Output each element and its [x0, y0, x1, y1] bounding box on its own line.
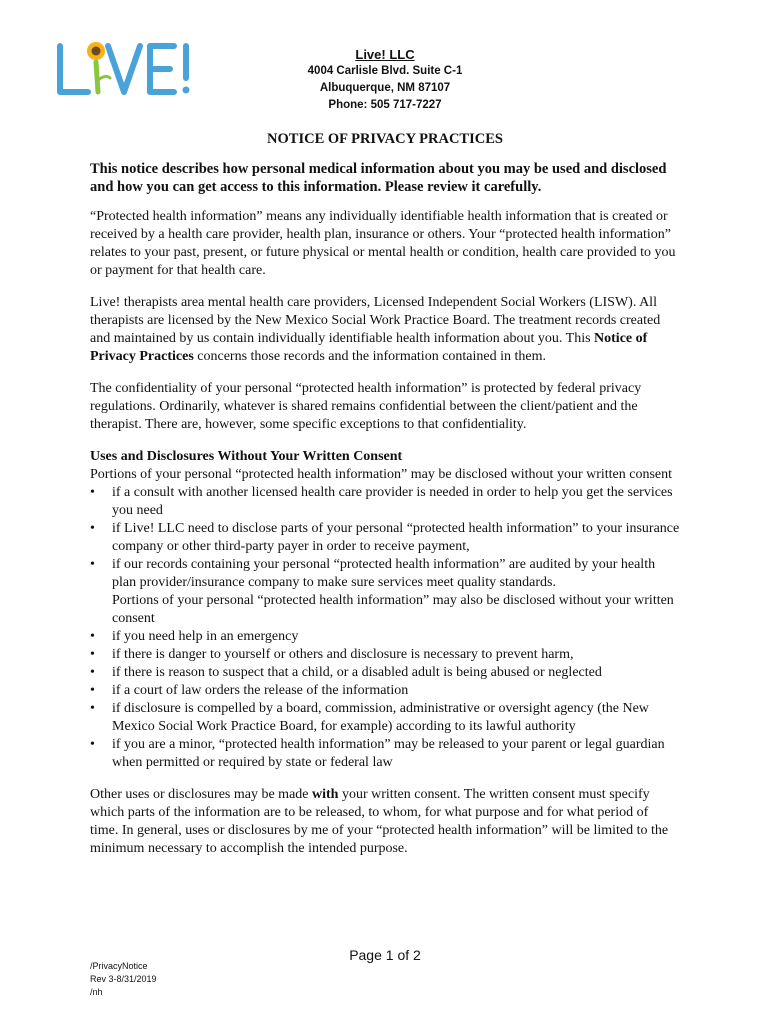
- phi-definition-paragraph: “Protected health information” means any individually identifiable health information that is created or received by a health care provider, health plan, insurance or others. Your “protected health information” relates to your past, present, or future physical or mental health or condition, health care provided to you or payment for that health care.: [90, 209, 676, 278]
- list-item: • if you are a minor, “protected health information” may be released to your parent or legal guardian when permitted or required by state or federal law: [90, 736, 680, 772]
- notice-emphasis: Notice of Privacy Practices: [90, 331, 648, 364]
- with-emphasis: with: [312, 787, 339, 802]
- footer-line-3: /nh: [90, 987, 103, 997]
- live-logo: [56, 38, 196, 98]
- footer-line-1: /PrivacyNotice: [90, 961, 148, 971]
- address-line-1: 4004 Carlisle Blvd. Suite C-1: [307, 65, 463, 77]
- list-item: • if a court of law orders the release of the information: [90, 682, 680, 700]
- notice-summary: This notice describes how personal medical information about you may be used and disclosed and how you can get access to this information. Please review it carefully.: [90, 161, 667, 195]
- document-footer: [90, 960, 157, 999]
- therapists-paragraph: Live! therapists area mental health care providers, Licensed Independent Social Workers (LISW). All therapists are licensed by the New Mexico Social Work Practice Board. The treatment records created and maintained by us contain individually identifiable health information about you. This Notice of Privacy Practices concerns those records and the information contained in them.: [90, 295, 661, 364]
- list-item: • if our records containing your personal “protected health information” are audited by your health plan provider/insurance company to make sure services meet quality standards.: [90, 556, 680, 592]
- letterhead: [270, 46, 500, 114]
- list-item: • if a consult with another licensed health care provider is needed in order to help you get the services you need: [90, 484, 680, 520]
- phone-number: Phone: 505 717-7227: [328, 99, 442, 111]
- bullet-list-a: [90, 484, 680, 592]
- section-heading: Uses and Disclosures Without Your Written Consent: [90, 449, 403, 464]
- list-item: • if there is danger to yourself or others and disclosure is necessary to prevent harm,: [90, 646, 680, 664]
- section-intro: Portions of your personal “protected health information” may be disclosed without your written consent: [90, 467, 673, 482]
- list-item: • if disclosure is compelled by a board, commission, administrative or oversight agency (the New Mexico Social Work Practice Board, for example) according to its lawful authority: [90, 700, 680, 736]
- list-item: • if you need help in an emergency: [90, 628, 680, 646]
- address-line-2: Albuquerque, NM 87107: [319, 82, 451, 94]
- bullet-list-b: [90, 628, 680, 772]
- page-number: Page 1 of 2: [349, 947, 421, 963]
- consent-paragraph: Other uses or disclosures may be made with your written consent. The written consent must specify which parts of the information are to be released, to whom, for what purpose and for what period of time. In general, uses or disclosures by me of your “protected health information” will be limited to the minimum necessary to accomplish the intended purpose.: [90, 787, 669, 856]
- document-title: NOTICE OF PRIVACY PRACTICES: [267, 131, 503, 147]
- confidentiality-paragraph: The confidentiality of your personal “protected health information” is protected by federal privacy regulations. Ordinarily, whatever is shared remains confidential between the client/patient and the therapist. There are, however, some specific exceptions to that confidentiality.: [90, 381, 642, 432]
- footer-line-2: Rev 3-8/31/2019: [90, 974, 157, 984]
- company-name: Live! LLC: [355, 47, 415, 62]
- disclosures-section: [90, 448, 680, 772]
- list-item: • if Live! LLC need to disclose parts of your personal “protected health information” to your insurance company or other third-party payer in order to receive payment,: [90, 520, 680, 556]
- notice-body: [90, 130, 680, 872]
- section-note: Portions of your personal “protected health information” may also be disclosed without your written consent: [112, 593, 674, 626]
- list-item: • if there is reason to suspect that a child, or a disabled adult is being abused or neglected: [90, 664, 680, 682]
